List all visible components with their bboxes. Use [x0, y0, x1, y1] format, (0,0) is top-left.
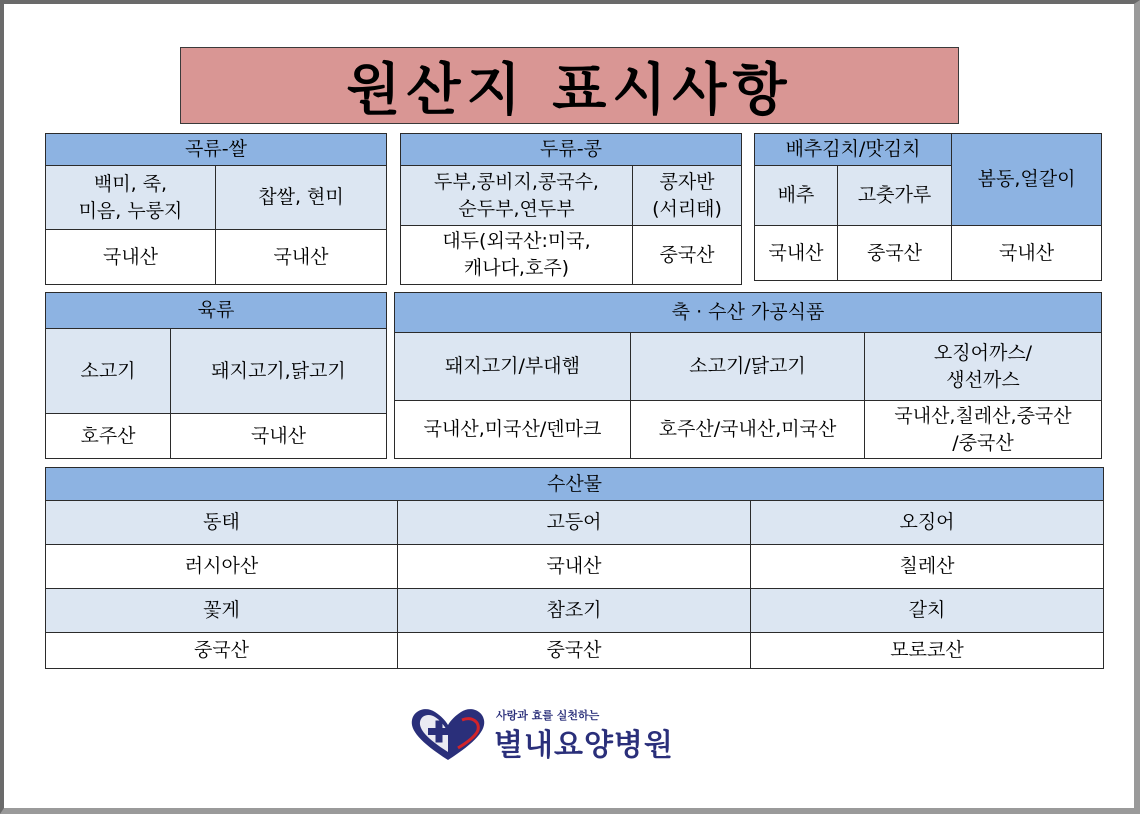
meat-table — [45, 292, 387, 459]
seafood-origin: 중국산 — [398, 633, 751, 669]
processed-header: 축 · 수산 가공식품 — [395, 293, 1102, 333]
grain-item: 백미, 죽, 미음, 누룽지 — [46, 166, 216, 230]
meat-item: 소고기 — [46, 329, 171, 414]
grain-origin: 국내산 — [216, 230, 387, 285]
kimchi-table — [754, 133, 1102, 281]
kimchi-item: 고춧가루 — [838, 166, 952, 226]
heart-cross-icon — [408, 704, 488, 764]
seafood-origin: 중국산 — [46, 633, 398, 669]
seafood-origin: 국내산 — [398, 545, 751, 589]
processed-item: 오징어까스/ 생선까스 — [865, 333, 1102, 401]
beans-item: 두부,콩비지,콩국수, 순두부,연두부 — [401, 166, 633, 226]
beans-table — [400, 133, 742, 285]
hospital-logo — [408, 704, 728, 764]
processed-origin: 국내산,칠레산,중국산 /중국산 — [865, 401, 1102, 459]
grain-table — [45, 133, 387, 285]
grain-header: 곡류-쌀 — [46, 134, 387, 166]
kimchi-item: 배추 — [755, 166, 838, 226]
processed-origin: 국내산,미국산/덴마크 — [395, 401, 631, 459]
kimchi-header: 배추김치/맛김치 — [755, 134, 952, 166]
seafood-header: 수산물 — [46, 468, 1104, 501]
seafood-origin: 칠레산 — [751, 545, 1104, 589]
meat-item: 돼지고기,닭고기 — [171, 329, 387, 414]
seafood-item: 갈치 — [751, 589, 1104, 633]
kimchi-side-header: 봄동,얼갈이 — [952, 134, 1102, 226]
beans-origin: 중국산 — [633, 226, 742, 285]
seafood-origin: 러시아산 — [46, 545, 398, 589]
kimchi-origin: 국내산 — [755, 226, 838, 281]
beans-header: 두류-콩 — [401, 134, 742, 166]
meat-origin: 호주산 — [46, 414, 171, 459]
seafood-item: 꽃게 — [46, 589, 398, 633]
kimchi-origin: 국내산 — [952, 226, 1102, 281]
processed-item: 소고기/닭고기 — [631, 333, 865, 401]
seafood-item: 동태 — [46, 501, 398, 545]
beans-origin: 대두(외국산:미국, 캐나다,호주) — [401, 226, 633, 285]
grain-origin: 국내산 — [46, 230, 216, 285]
processed-origin: 호주산/국내산,미국산 — [631, 401, 865, 459]
meat-header: 육류 — [46, 293, 387, 329]
grain-item: 찹쌀, 현미 — [216, 166, 387, 230]
kimchi-origin: 중국산 — [838, 226, 952, 281]
seafood-item: 오징어 — [751, 501, 1104, 545]
processed-table — [394, 292, 1102, 459]
logo-tagline: 사랑과 효를 실천하는 — [496, 709, 600, 722]
beans-item: 콩자반 (서리태) — [633, 166, 742, 226]
seafood-origin: 모로코산 — [751, 633, 1104, 669]
processed-item: 돼지고기/부대햄 — [395, 333, 631, 401]
page-title: 원산지 표시사항 — [180, 47, 959, 124]
seafood-table — [45, 467, 1104, 669]
seafood-item: 고등어 — [398, 501, 751, 545]
meat-origin: 국내산 — [171, 414, 387, 459]
logo-name: 별내요양병원 — [494, 728, 674, 763]
seafood-item: 참조기 — [398, 589, 751, 633]
